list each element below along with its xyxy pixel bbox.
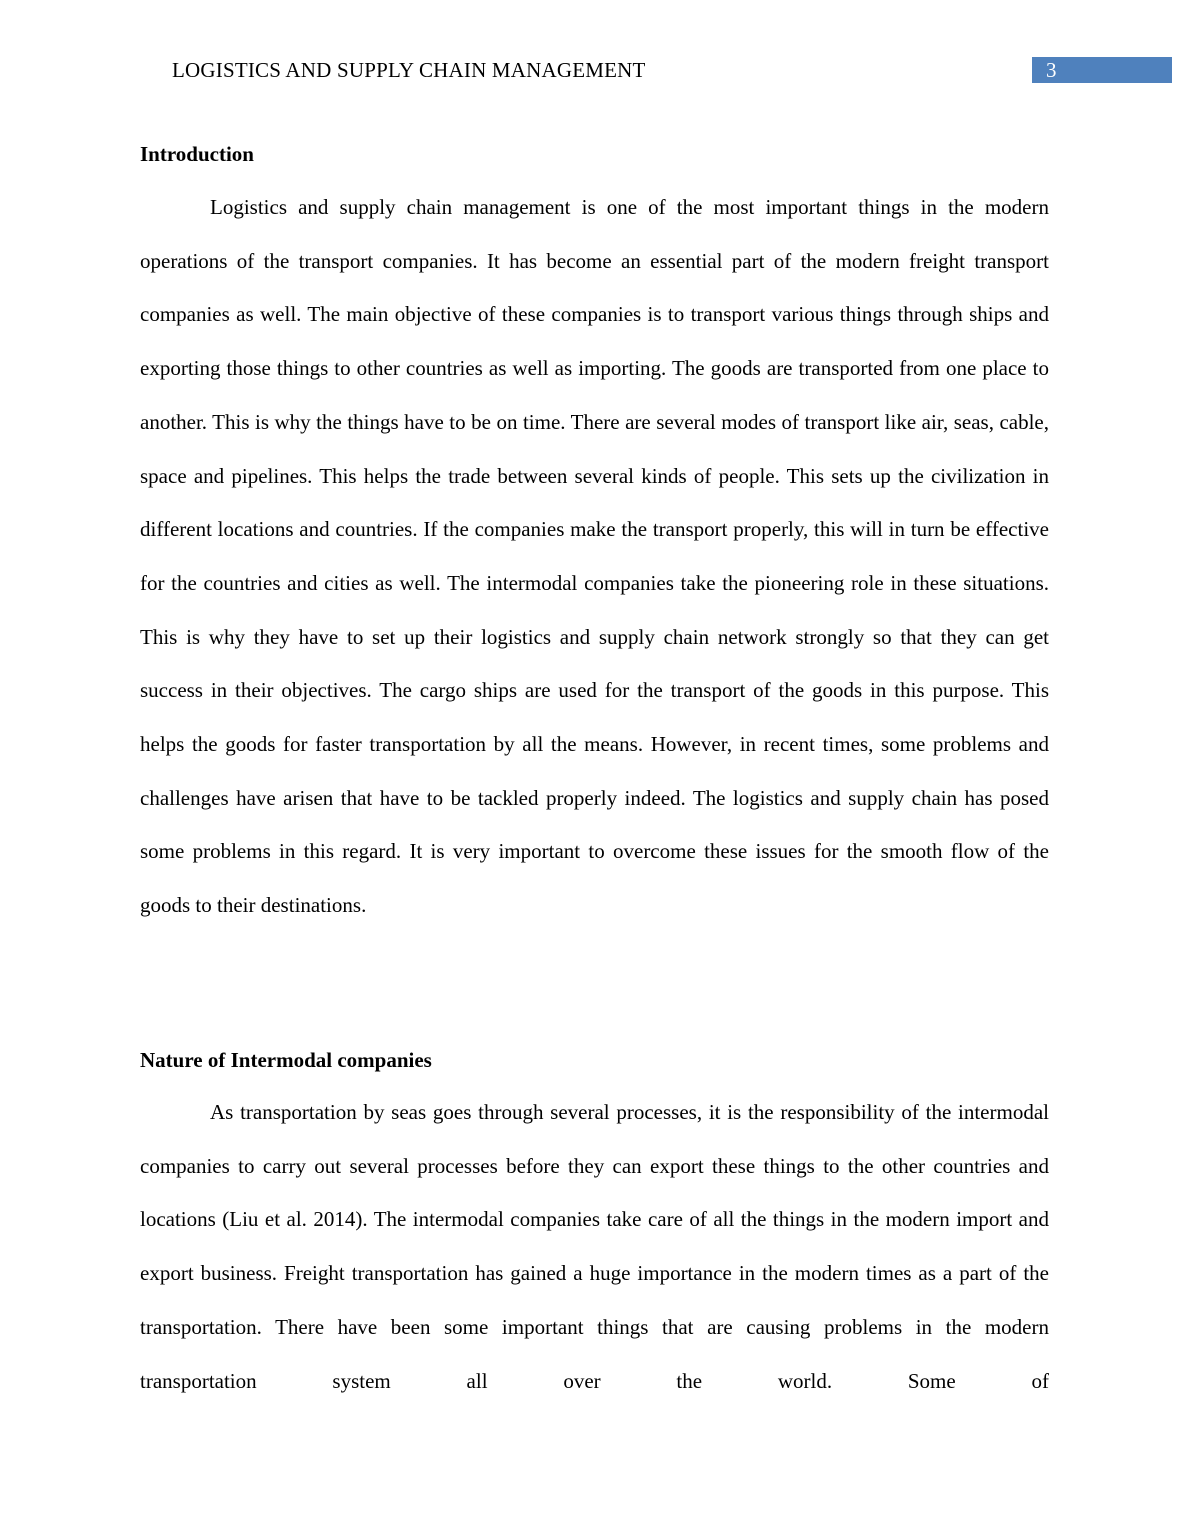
paragraph-introduction: Logistics and supply chain management is one of the most important things in the modern operations of the transport companies. It has become an essential part of the modern freight transport companies as well. The main objective of these companies is to transport various things through ships and exporting those things to other countries as well as importing. The goods are transported from one place to another. This is why the things have to be on time. There are several modes of transport like air, seas, cable, space and pipelines. This helps the trade between several kinds of people. This sets up the civilization in different locations and countries. If the companies make the transport properly, this will in turn be effective for the countries and cities as well. The intermodal companies take the pioneering role in these situations. This is why they have to set up their logistics and supply chain network strongly so that they can get success in their objectives. The cargo ships are used for the transport of the goods in this purpose. This helps the goods for faster transportation by all the means. However, in recent times, some problems and challenges have arisen that have to be tackled properly indeed. The logistics and supply chain has posed some problems in this regard. It is very important to overcome these issues for the smooth flow of the goods to their destinations.	[140, 195, 1049, 918]
page-number: 3	[1046, 58, 1057, 82]
running-head-title: LOGISTICS AND SUPPLY CHAIN MANAGEMENT	[172, 58, 646, 82]
page-number-badge	[1032, 57, 1172, 83]
paragraph-nature-of-intermodal: As transportation by seas goes through several processes, it is the responsibility of the intermodal companies to carry out several processes before they can export these things to the other countries and locations (Liu et al. 2014). The intermodal companies take care of all the things in the modern import and export business. Freight transportation has gained a huge importance in the modern times as a part of the transportation. There have been some important things that are causing problems in the modern transportation system all over the world. Some of	[140, 1100, 1049, 1393]
section-heading-introduction: Introduction	[140, 142, 254, 166]
section-heading-nature-of-intermodal: Nature of Intermodal companies	[140, 1048, 432, 1072]
